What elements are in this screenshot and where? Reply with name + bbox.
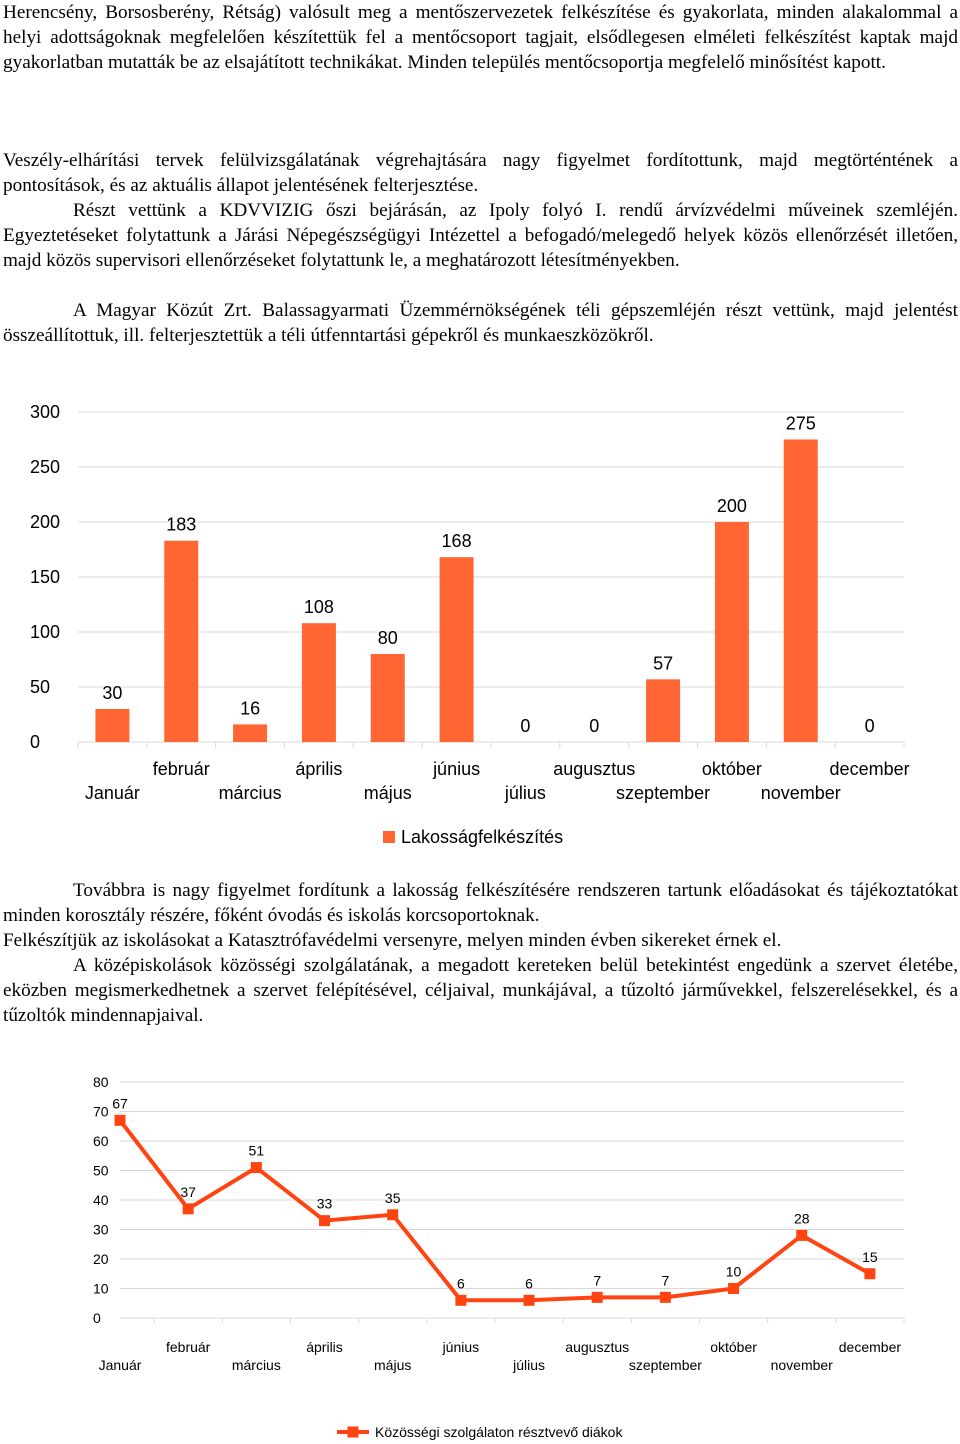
bar-3 [302,623,336,742]
paragraph-lakossag: Továbbra is nagy figyelmet fordítunk a lakosság felkészítésére rendszeren tartunk előadásokat és tájékoztatókat minden korosztály részére, főként óvodás és iskolás korcsoportoknak. [3,880,958,927]
x-tick-label-9: október [710,1339,757,1355]
data-label-9: 10 [725,1263,742,1280]
legend-swatch [383,831,395,843]
legend-marker [348,1427,359,1438]
data-label-8: 7 [661,1272,670,1289]
data-label-5: 6 [456,1275,465,1292]
data-label-11: 0 [864,716,875,736]
data-label-3: 33 [316,1195,333,1212]
x-tick-label-9: október [701,759,762,779]
marker-6 [524,1295,535,1306]
x-tick-label-7: augusztus [553,759,636,779]
x-tick-label-0: Január [84,783,140,803]
data-label-4: 80 [377,628,398,648]
paragraph-kdvvizig: Részt vettünk a KDVVIZIG őszi bejárásán, az Ipoly folyó I. rendű árvízvédelmi műveinek szemléjén. Egyeztetéseket folytattunk a Járási Népegészségügyi Intézettel a befogadó/melegedő helyek közös ellenőrzését illetően, majd közös supervisori ellenőrzéseket folytattunk le, a meghatározott létesítményekben. [3,200,958,272]
bar-0 [95,709,129,742]
x-tick-label-11: december [838,1339,902,1355]
y-tick-label-1: 50 [30,677,51,697]
paragraph-magyar-kozut: A Magyar Közút Zrt. Balassagyarmati Üzemmérnökségének téli gépszemléjén részt vettünk, majd jelentést összeállítottuk, ill. felterjesztettük a téli útfenntartási gépekről és munkaeszközökről. [3,300,958,347]
bar-4 [371,654,405,742]
paragraph-mentocsoport: Herencsény, Borsosberény, Rétság) valósult meg a mentőszervezetek felkészítése és gyakorlata, minden alakalommal a helyi adottságoknak megfelelően készítettük fel a mentőcsoport tagjait, elsődlegesen elméleti felkészítést kaptak majd gyakorlatban mutatták be az elsajátított technikákat. Minden település mentőcsoportja megfelelő minősítést kapott. [3,2,958,74]
marker-7 [592,1292,603,1303]
y-tick-label-2: 100 [30,622,61,642]
y-tick-label-6: 300 [30,402,61,422]
x-tick-label-4: május [374,1357,412,1373]
x-tick-label-7: augusztus [565,1339,630,1355]
bar-1 [164,541,198,742]
x-tick-label-0: Január [98,1357,142,1373]
x-tick-label-6: július [513,1357,545,1373]
data-label-7: 0 [589,716,600,736]
y-tick-label-5: 50 [93,1162,109,1179]
y-tick-label-0: 0 [93,1310,101,1326]
series-line [120,1120,870,1300]
data-label-0: 30 [102,683,123,703]
data-label-1: 183 [166,514,197,535]
x-tick-label-5: június [433,759,481,779]
marker-8 [660,1292,671,1303]
marker-9 [728,1283,739,1294]
y-tick-label-5: 250 [30,457,61,477]
data-label-1: 37 [180,1183,196,1200]
x-tick-label-11: december [829,759,910,779]
x-tick-label-1: február [152,759,210,779]
data-label-9: 200 [716,496,747,516]
bar-8 [646,679,680,742]
marker-2 [251,1162,262,1173]
data-label-0: 67 [112,1095,128,1112]
y-tick-label-4: 40 [93,1192,109,1208]
paragraph-katasztrofavedelmi-verseny: Felkészítjük az iskolásokat a Katasztrófavédelmi versenyre, melyen minden évben sikereket érnek el. [3,930,782,951]
y-tick-label-3: 30 [93,1221,109,1238]
y-tick-label-3: 150 [30,567,61,587]
marker-0 [115,1115,126,1126]
y-tick-label-1: 10 [93,1280,109,1297]
x-tick-label-8: szeptember [628,1357,702,1373]
x-tick-label-5: június [442,1339,480,1355]
data-label-5: 168 [441,531,472,552]
x-tick-label-3: április [295,759,343,779]
marker-10 [796,1230,807,1241]
data-label-10: 28 [793,1210,810,1227]
y-tick-label-0: 0 [30,732,41,752]
data-label-7: 7 [593,1272,602,1289]
y-tick-label-8: 80 [93,1074,109,1090]
x-tick-label-4: május [363,783,412,803]
y-tick-label-4: 200 [30,512,61,532]
data-label-11: 15 [862,1248,878,1265]
bar-2 [233,724,267,742]
bar-5 [440,557,474,742]
x-tick-label-10: november [760,783,841,803]
data-label-6: 0 [520,716,531,736]
marker-1 [183,1203,194,1214]
data-label-2: 16 [240,698,261,719]
x-tick-label-1: február [165,1339,211,1355]
x-tick-label-2: március [218,783,282,803]
marker-11 [864,1268,875,1279]
line-chart-kozossegi-szolgalat [0,1062,960,1444]
legend-label: Lakosságfelkészítés [401,827,564,847]
data-label-2: 51 [248,1142,265,1159]
y-tick-label-2: 20 [93,1251,109,1267]
x-tick-label-3: április [306,1339,343,1355]
data-label-6: 6 [525,1275,533,1292]
bar-10 [784,440,818,743]
x-tick-label-10: november [770,1357,833,1373]
x-tick-label-6: július [504,783,546,803]
data-label-8: 57 [653,653,674,674]
paragraph-veszely-elharitas: Veszély-elhárítási tervek felülvizsgálatának végrehajtására nagy figyelmet fordítottunk, majd megtörténtének a pontosítások, és az aktuális állapot jelentésének felterjesztése. [3,150,958,197]
data-label-10: 275 [785,413,816,434]
bar-chart-lakossagfelkeszites [0,390,960,860]
x-tick-label-8: szeptember [616,783,711,803]
x-tick-label-2: március [231,1357,281,1373]
marker-4 [387,1209,398,1220]
legend-label: Közösségi szolgálaton résztvevő diákok [375,1424,623,1440]
marker-5 [455,1295,466,1306]
bar-9 [715,522,749,742]
data-label-3: 108 [303,597,334,618]
y-tick-label-6: 60 [93,1133,109,1149]
paragraph-kozossegi-szolgalat: A középiskolások közösségi szolgálatának, a megadott kereteken belül betekintést engedünk a szervet életébe, eközben megismerkedhetnek a szervet felépítésével, céljaival, munkájával, a tűzoltó járművekkel, felszerelésekkel, és a tűzoltók mindennapjaival. [3,955,958,1027]
data-label-4: 35 [384,1189,401,1206]
y-tick-label-7: 70 [93,1103,109,1120]
marker-3 [319,1215,330,1226]
